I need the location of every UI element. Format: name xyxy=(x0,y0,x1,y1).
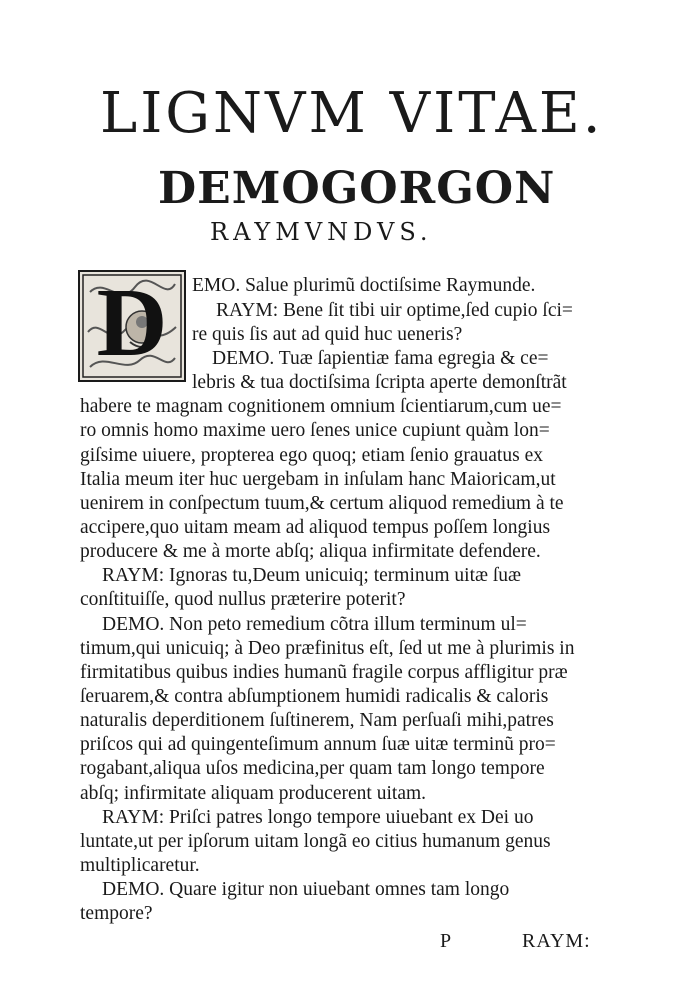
text-line: luntate,ut per ipſorum uitam longã eo citius humanum genus xyxy=(80,831,551,852)
title-raymundus: RAYMVNDVS. xyxy=(210,218,433,246)
text-line: re quis ſis aut ad quid huc ueneris? xyxy=(192,324,463,345)
text-line: tempore? xyxy=(80,903,153,924)
text-line: DEMO. Tuæ ſapientiæ fama egregia & ce= xyxy=(212,348,549,369)
text-line: Italia meum iter huc uergebam in inſulam hanc Maioricam,ut xyxy=(80,469,556,490)
text-line: RAYM: Bene ſit tibi uir optime,ſed cupio ſci= xyxy=(216,300,573,321)
title-lignum-vitae: LIGNVM VITAE. xyxy=(100,81,604,146)
text-line: DEMO. Quare igitur non uiuebant omnes tam longo xyxy=(102,879,510,900)
title-demogorgon: DEMOGORGON xyxy=(158,163,556,214)
text-line: accipere,quo uitam meam ad aliquod tempus poſſem longius xyxy=(80,517,551,538)
decorated-initial xyxy=(78,270,186,382)
text-line: DEMO. Non peto remedium cõtra illum terminum ul= xyxy=(102,614,527,635)
text-line: giſsime uiuere, propterea ego quoq; etiam ſenio grauatus ex xyxy=(80,445,543,466)
text-line: priſcos qui ad quingenteſimum annum ſuæ uitæ terminũ pro= xyxy=(80,734,556,755)
text-line: ro omnis homo maxime uero ſenes unice cupiunt quàm lon= xyxy=(80,420,550,441)
text-line: producere & me à morte abſq; aliqua infirmitate defendere. xyxy=(80,541,541,562)
text-line: EMO. Salue plurimũ doctiſsime Raymunde. xyxy=(192,275,536,296)
text-line: conſtituiſſe, quod nullus præterire poterit? xyxy=(80,589,406,610)
signature-mark: P xyxy=(440,930,452,952)
text-line: RAYM: Priſci patres longo tempore uiuebant ex Dei uo xyxy=(102,807,534,828)
catchword: RAYM: xyxy=(522,930,591,952)
text-line: RAYM: Ignoras tu,Deum unicuiq; terminum uitæ ſuæ xyxy=(102,565,522,586)
text-line: ſeruarem,& contra abſumptionem humidi radicalis & caloris xyxy=(80,686,549,707)
text-line: lebris & tua doctiſsima ſcripta aperte demonſtrãt xyxy=(192,372,567,393)
initial-letter-d: D xyxy=(96,270,168,377)
text-line: habere te magnam cognitionem omnium ſcientiarum,cum ue= xyxy=(80,396,562,417)
text-line: multiplicaretur. xyxy=(80,855,200,876)
text-line: firmitatibus quibus indies humanũ fragile corpus affligitur præ xyxy=(80,662,568,683)
text-line: abſq; infirmitate aliquam producerent uitam. xyxy=(80,783,427,804)
text-line: naturalis deperditionem ſuſtinerem, Nam perſuaſi mihi,patres xyxy=(80,710,554,731)
text-line: uenirem in conſpectum tuum,& certum aliquod remedium à te xyxy=(80,493,564,514)
text-line: rogabant,aliqua uſos medicina,per quam tam longo tempore xyxy=(80,758,545,779)
text-line: timum,qui unicuiq; à Deo præfinitus eſt, ſed ut me à plurimis in xyxy=(80,638,575,659)
